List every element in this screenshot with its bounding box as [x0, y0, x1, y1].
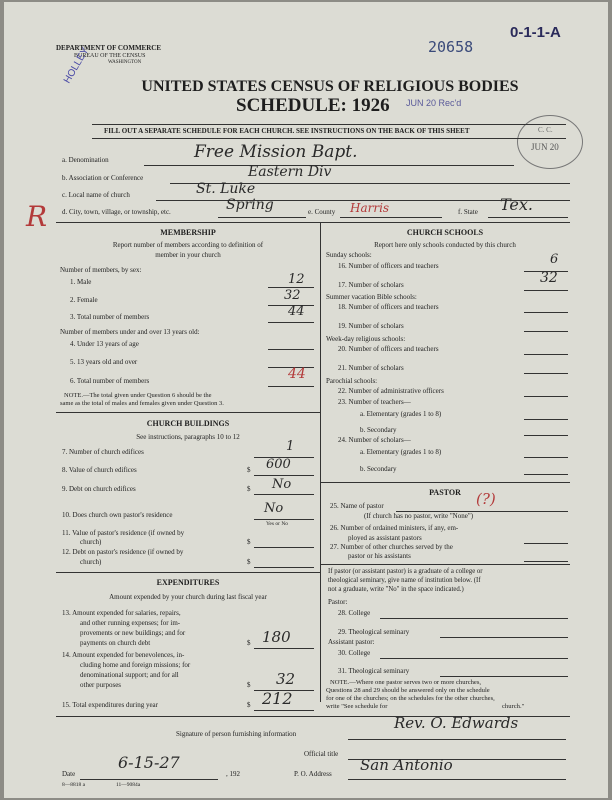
denomination-label: a. Denomination: [62, 156, 109, 164]
graduate-note-1: If pastor (or assistant pastor) is a graduate of a college or: [328, 568, 483, 575]
summer-schools-label: Summer vacation Bible schools:: [326, 293, 417, 301]
pastor-note-2: Questions 28 and 29 should be answered only on the schedule: [326, 687, 490, 694]
graduate-note-2: theological seminary, give name of institution below. (If: [328, 577, 481, 584]
census-title: UNITED STATES CENSUS OF RELIGIOUS BODIES: [141, 78, 519, 95]
q8-value: 600: [266, 457, 291, 472]
q3-value: 44: [288, 304, 305, 319]
q22-label: 22. Number of administrative officers: [338, 387, 444, 395]
pastor-subheading: Pastor:: [328, 598, 348, 606]
q13-value: 180: [262, 628, 291, 646]
q8-label: 8. Value of church edifices: [62, 466, 137, 474]
year-suffix: , 192: [226, 770, 240, 778]
schedule-title: SCHEDULE: 1926: [236, 95, 390, 116]
q3-label: 3. Total number of members: [70, 313, 150, 321]
print-number: 11—9084a: [116, 782, 141, 788]
q11-dollar: $: [247, 538, 251, 546]
q11-label-2: church): [80, 538, 102, 546]
sunday-schools-label: Sunday schools:: [326, 251, 372, 259]
denomination-value: Free Mission Bapt.: [194, 142, 358, 162]
signature-value: Rev. O. Edwards: [394, 714, 519, 732]
instruction-line: FILL OUT A SEPARATE SCHEDULE FOR EACH CHURCH. SEE INSTRUCTIONS ON THE BACK OF THIS SHEET: [104, 127, 470, 135]
department-label: DEPARTMENT OF COMMERCE: [56, 44, 162, 52]
association-value: Eastern Div: [248, 164, 332, 180]
q25-value: (?): [476, 490, 496, 508]
membership-title: MEMBERSHIP: [160, 228, 216, 237]
q20-label: 20. Number of officers and teachers: [338, 345, 439, 353]
q10-label: 10. Does church own pastor's residence: [62, 511, 173, 519]
form-number: 8—8818 a: [62, 782, 86, 788]
q6-value: 44: [288, 366, 306, 382]
pastor-note-1: NOTE.—Where one pastor serves two or more churches,: [330, 679, 482, 686]
q1-label: 1. Male: [70, 278, 92, 286]
location-label: WASHINGTON: [108, 60, 142, 65]
parochial-schools-label: Parochial schools:: [326, 377, 378, 385]
county-label: e. County: [308, 208, 336, 216]
q9-value: No: [272, 477, 292, 492]
q21-label: 21. Number of scholars: [338, 364, 404, 372]
weekday-schools-label: Week-day religious schools:: [326, 335, 406, 343]
city-value: Spring: [226, 197, 274, 213]
expenditures-title: EXPENDITURES: [156, 578, 220, 587]
pastor-note-3: for one of the churches; on the schedules for the other churches,: [326, 695, 495, 702]
association-label: b. Association or Conference: [62, 174, 144, 182]
cc-stamp-date: JUN 20: [531, 142, 559, 152]
q30-label: 30. College: [338, 649, 371, 657]
expenditures-subtitle: Amount expended by your church during last fiscal year: [109, 593, 267, 601]
city-label: d. City, town, village, or township, etc.: [62, 208, 171, 216]
state-value: Tex.: [500, 195, 534, 214]
q14-label-3: denominational support; and for all: [80, 671, 179, 679]
official-title-label: Official title: [304, 750, 339, 758]
q18-label: 18. Number of officers and teachers: [338, 303, 439, 311]
r-mark: R: [26, 200, 48, 233]
q13-dollar: $: [247, 639, 251, 647]
q23b-label: b. Secondary: [360, 426, 397, 434]
yes-no-hint: Yes or No: [266, 521, 289, 527]
q13-label-2: and other running expenses; for im-: [80, 619, 181, 627]
schools-title: CHURCH SCHOOLS: [406, 228, 484, 237]
q25-note: (If church has no pastor, write "None"): [364, 512, 474, 520]
q26-label-2: ployed as assistant pastors: [348, 534, 422, 542]
q12-label-1: 12. Debt on pastor's residence (if owned by: [62, 548, 184, 556]
buildings-subtitle: See instructions, paragraphs 10 to 12: [136, 433, 240, 441]
membership-note-1: NOTE.—The total given under Question 6 should be the: [64, 392, 212, 399]
assistant-pastor-subheading: Assistant pastor:: [328, 638, 375, 646]
q12-label-2: church): [80, 558, 102, 566]
q23-label: 23. Number of teachers—: [338, 398, 411, 406]
q13-label-4: payments on church debt: [80, 639, 151, 647]
q9-label: 9. Debt on church edifices: [62, 485, 136, 493]
serial-number: 20658: [428, 38, 474, 56]
q15-label: 15. Total expenditures during year: [62, 701, 158, 709]
q17-label: 17. Number of scholars: [338, 281, 404, 289]
membership-subtitle-2: member in your church: [155, 251, 221, 259]
q16-value: 6: [550, 252, 559, 267]
q14-label-2: cluding home and foreign missions; for: [80, 661, 191, 669]
county-value: Harris: [350, 201, 390, 215]
graduate-note-3: not a graduate, write "No" in the space indicated.): [328, 586, 464, 593]
q16-label: 16. Number of officers and teachers: [338, 262, 439, 270]
q26-label-1: 26. Number of ordained ministers, if any, em-: [330, 524, 459, 532]
q14-dollar: $: [247, 681, 251, 689]
q2-label: 2. Female: [70, 296, 98, 304]
state-label: f. State: [458, 208, 478, 216]
local-name-label: c. Local name of church: [62, 191, 130, 199]
pastor-note-4: write "See schedule for: [326, 703, 388, 710]
age-header: Number of members under and over 13 years old:: [60, 328, 200, 336]
q27-label-1: 27. Number of other churches served by the: [330, 543, 453, 551]
q29-label: 29. Theological seminary: [338, 628, 410, 636]
pastor-title: PASTOR: [429, 488, 461, 497]
q24a-label: a. Elementary (grades 1 to 8): [360, 448, 442, 456]
buildings-title: CHURCH BUILDINGS: [146, 419, 230, 428]
q6-label: 6. Total number of members: [70, 377, 150, 385]
q14-value: 32: [276, 670, 296, 688]
q10-value: No: [264, 501, 284, 516]
cc-stamp-label: C. C.: [538, 126, 553, 134]
q24-label: 24. Number of scholars—: [338, 436, 411, 444]
q19-label: 19. Number of scholars: [338, 322, 404, 330]
q27-label-2: pastor or his assistants: [348, 552, 411, 560]
date-label: Date: [62, 770, 76, 778]
q24b-label: b. Secondary: [360, 465, 397, 473]
q15-value: 212: [262, 689, 293, 708]
q23a-label: a. Elementary (grades 1 to 8): [360, 410, 442, 418]
q28-label: 28. College: [338, 609, 371, 617]
signature-label: Signature of person furnishing information: [176, 730, 297, 738]
q8-dollar: $: [247, 466, 251, 474]
q14-label-4: other purposes: [80, 681, 122, 689]
q25-label: 25. Name of pastor: [330, 502, 384, 510]
pastor-note-5: church.": [502, 703, 525, 710]
bureau-label: BUREAU OF THE CENSUS: [74, 53, 146, 59]
q5-label: 5. 13 years old and over: [70, 358, 138, 366]
q31-label: 31. Theological seminary: [338, 667, 410, 675]
po-address-value: San Antonio: [360, 756, 453, 774]
membership-subtitle-1: Report number of members according to definition of: [112, 241, 264, 249]
q11-label-1: 11. Value of pastor's residence (if owned by: [62, 529, 185, 537]
membership-note-2: same as the total of males and females given under Question 3.: [60, 400, 224, 407]
q13-label-1: 13. Amount expended for salaries, repairs,: [62, 609, 181, 617]
q7-value: 1: [286, 439, 295, 454]
form-code: 0-1-1-A: [510, 24, 561, 41]
q14-label-1: 14. Amount expended for benevolences, in-: [62, 651, 185, 659]
q4-label: 4. Under 13 years of age: [70, 340, 139, 348]
q13-label-3: provements or new buildings; and for: [80, 629, 186, 637]
q12-dollar: $: [247, 558, 251, 566]
q7-label: 7. Number of church edifices: [62, 448, 144, 456]
q15-dollar: $: [247, 701, 251, 709]
q1-value: 12: [288, 272, 305, 287]
received-stamp: JUN 20 Rec'd: [406, 98, 462, 108]
date-value: 6-15-27: [118, 753, 180, 772]
holley-stamp: HOLLEY: [62, 45, 92, 86]
local-name-value: St. Luke: [196, 181, 256, 197]
q2-value: 32: [284, 288, 301, 303]
census-schedule-sheet: [4, 2, 608, 798]
q17-value: 32: [540, 270, 558, 286]
po-address-label: P. O. Address: [294, 770, 332, 778]
members-by-sex-label: Number of members, by sex:: [60, 266, 142, 274]
schools-subtitle: Report here only schools conducted by this church: [374, 241, 516, 249]
q9-dollar: $: [247, 485, 251, 493]
